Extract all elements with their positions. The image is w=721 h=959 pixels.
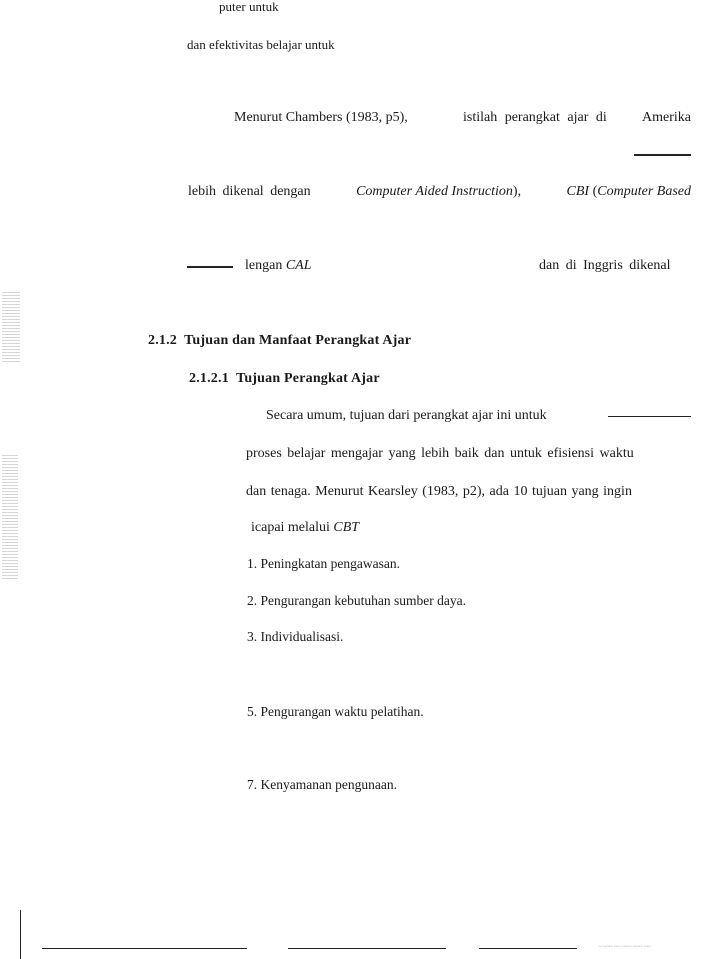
para1-line3-cal: CAL [285,258,312,273]
redaction-bar-1 [634,154,691,156]
text-line-efektivitas: dan efektivitas belajar untuk [187,37,335,52]
para1-line2-a: lebih dikenal dengan [188,184,311,199]
heading-2-1-2-1-title: Tujuan Perangkat Ajar [236,371,380,386]
bottom-rule-2 [288,948,446,949]
para1-line3-lengan [245,259,312,273]
list-item-1: 1. Peningkatan pengawasan. [247,556,400,571]
para2-line2 [246,447,691,461]
para1-line2-cbi: CBI [566,184,590,199]
footer-scribble: ~ ~~~ ~~ ~~~ ~~~ ~~ [598,943,651,951]
redaction-bar-2 [187,266,233,268]
scan-artifact-left-bottom [2,455,18,580]
bottom-rule-1 [42,948,247,949]
para1-line2 [188,185,691,199]
heading-2-1-2-number: 2.1.2 [148,333,177,348]
para1-line1-amerika: Amerika [642,110,691,125]
heading-2-1-2-title: Tujuan dan Manfaat Perangkat Ajar [184,333,412,348]
para1-line2-paren: ( [592,184,598,199]
text-line-top: puter untuk [219,0,279,14]
heading-2-1-2-1-number: 2.1.2.1 [189,371,229,386]
para2-line2-text: proses belajar mengajar yang lebih baik dan untuk efisiensi waktu [246,446,634,461]
list-item-5: 5. Pengurangan waktu pelatihan. [247,704,424,719]
para2-line3: dan tenaga. Menurut Kearsley (1983, p2), ada 10 tujuan yang ingin [246,484,632,499]
para2-line4-cbt: CBT [333,520,360,535]
left-vertical-rule [20,910,21,959]
para1-line2-rest [356,185,521,199]
list-item-2: 2. Pengurangan kebutuhan sumber daya. [247,593,466,608]
list-item-7: 7. Kenyamanan pengunaan. [247,777,397,792]
para1-line1-mid: istilah perangkat ajar di [463,110,607,125]
bottom-rule-3 [479,948,577,949]
para1-line3-a: lengan [245,258,283,273]
para2-line4 [251,521,359,535]
heading-2-1-2 [148,334,411,348]
list-item-3: 3. Individualisasi. [247,629,344,644]
para2-line1: Secara umum, tujuan dari perangkat ajar ini untuk [266,408,547,423]
para1-line2-cai: Computer Aided Instruction [356,184,513,199]
para1-line3-right: dan di Inggris dikenal [539,258,671,273]
para1-line2-cbi-group [567,185,691,199]
redaction-bar-3 [608,416,691,417]
scan-artifact-left-top [2,292,20,364]
para1-line1-right [463,111,691,125]
para2-line4-a: icapai melalui [251,520,330,535]
para1-line2-close: ), [512,184,522,199]
para1-line1-left: Menurut Chambers (1983, p5), [234,110,408,125]
heading-2-1-2-1 [189,372,380,386]
para1-line2-cbased: Computer Based [597,184,691,199]
